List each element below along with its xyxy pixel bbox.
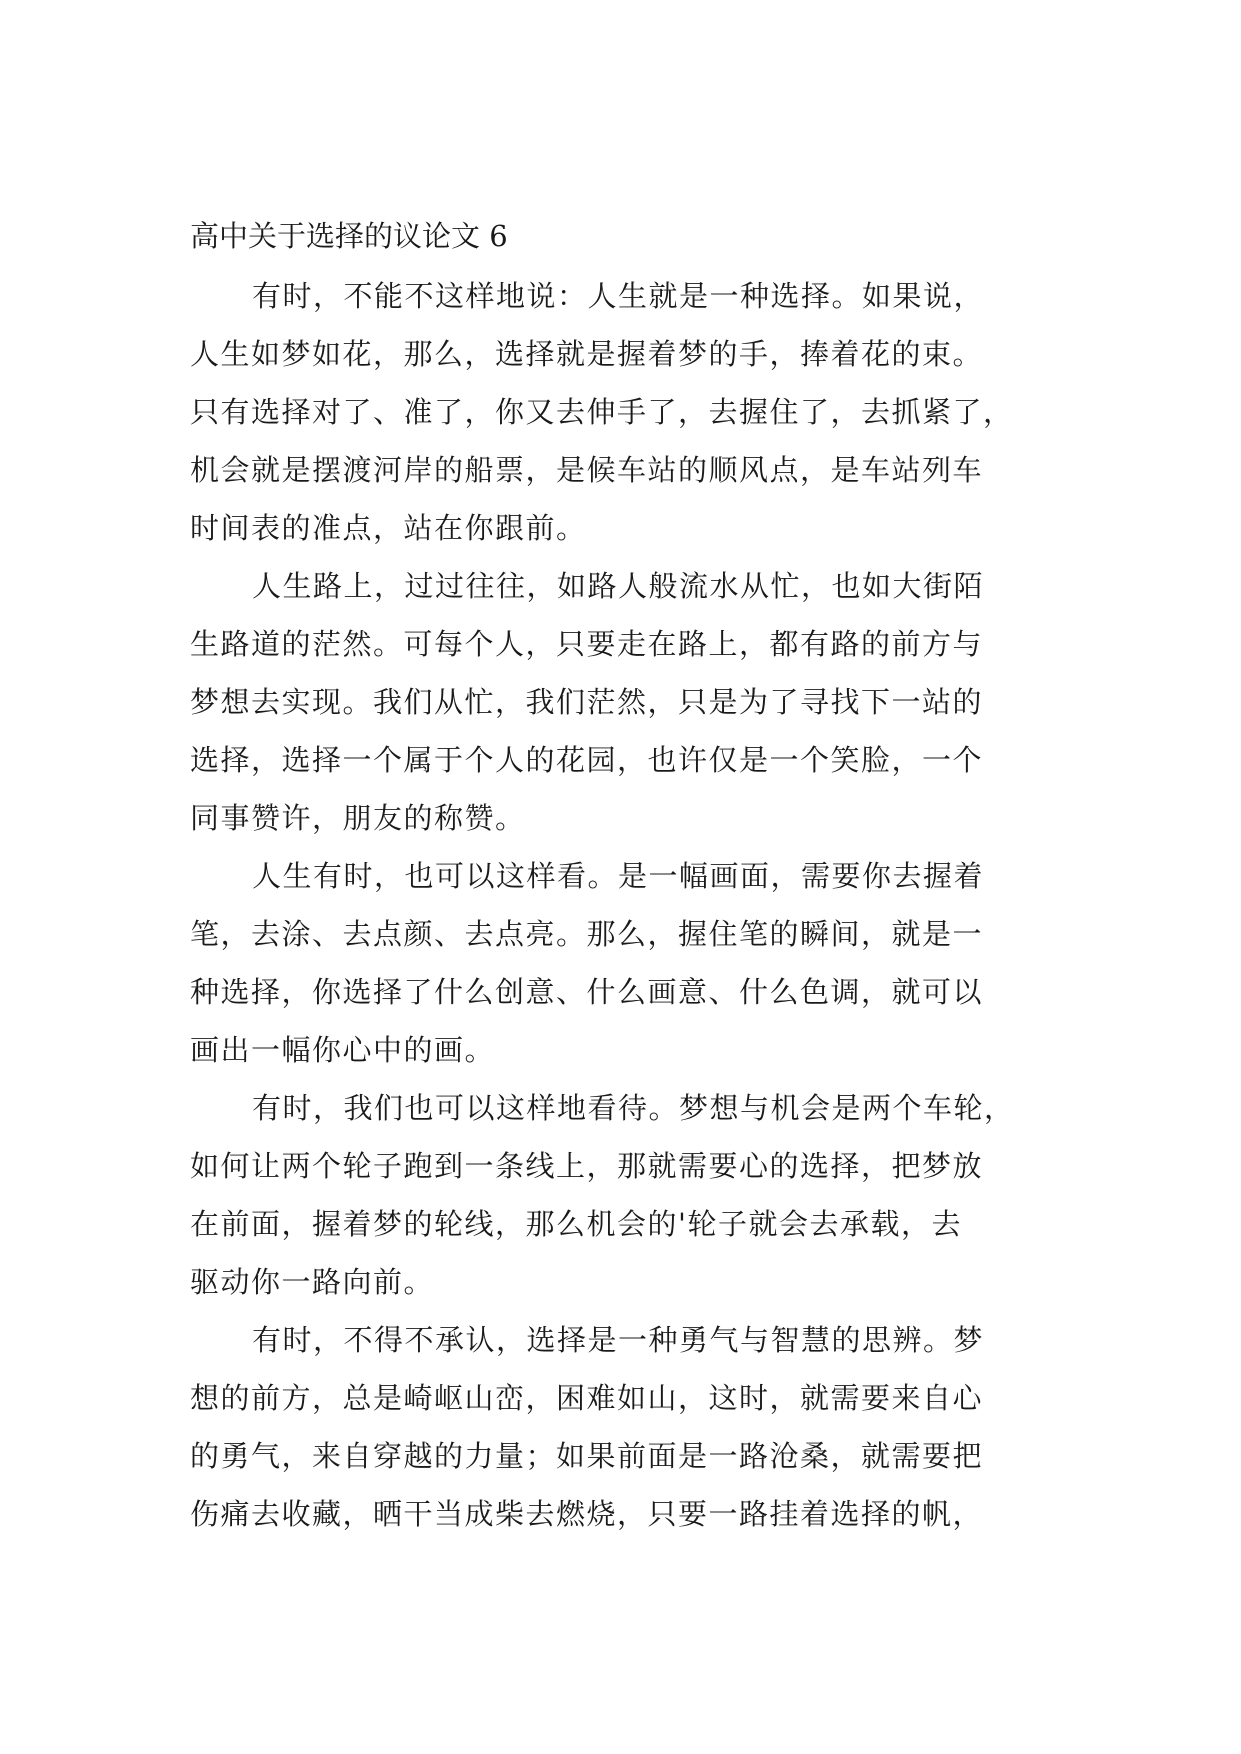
paragraph-3-line-2: 笔，去涂、去点颜、去点亮。那么，握住笔的瞬间，就是一	[190, 917, 984, 951]
paragraph-5-line-3: 的勇气，来自穿越的力量；如果前面是一路沧桑，就需要把	[190, 1439, 984, 1473]
paragraph-1-line-2: 人生如梦如花，那么，选择就是握着梦的手，捧着花的束。	[190, 337, 984, 371]
paragraph-2-line-3: 梦想去实现。我们从忙，我们茫然，只是为了寻找下一站的	[190, 685, 984, 719]
paragraph-3-line-4: 画出一幅你心中的画。	[190, 1033, 496, 1067]
paragraph-1-line-1: 有时，不能不这样地说：人生就是一种选择。如果说，	[252, 279, 985, 313]
paragraph-1-line-4: 机会就是摆渡河岸的船票，是候车站的顺风点，是车站列车	[190, 453, 984, 487]
paragraph-2-line-1: 人生路上，过过往往，如路人般流水从忙，也如大街陌	[252, 569, 985, 603]
paragraph-5-line-1: 有时，不得不承认，选择是一种勇气与智慧的思辨。梦	[252, 1323, 985, 1357]
paragraph-4-line-3: 在前面，握着梦的轮线，那么机会的'轮子就会去承载，去	[190, 1207, 962, 1241]
paragraph-4-line-1: 有时，我们也可以这样地看待。梦想与机会是两个车轮，	[252, 1091, 1015, 1125]
paragraph-3-line-1: 人生有时，也可以这样看。是一幅画面，需要你去握着	[252, 859, 985, 893]
document-title: 高中关于选择的议论文 6	[190, 219, 508, 253]
paragraph-4-line-4: 驱动你一路向前。	[190, 1265, 435, 1299]
paragraph-2-line-2: 生路道的茫然。可每个人，只要走在路上，都有路的前方与	[190, 627, 984, 661]
paragraph-1-line-3: 只有选择对了、准了，你又去伸手了，去握住了，去抓紧了，	[190, 395, 1014, 429]
paragraph-3-line-3: 种选择，你选择了什么创意、什么画意、什么色调，就可以	[190, 975, 984, 1009]
paragraph-2-line-4: 选择，选择一个属于个人的花园，也许仅是一个笑脸，一个	[190, 743, 984, 777]
paragraph-5-line-4: 伤痛去收藏，晒干当成柴去燃烧，只要一路挂着选择的帆，	[190, 1497, 984, 1531]
paragraph-5-line-2: 想的前方，总是崎岖山峦，困难如山，这时，就需要来自心	[190, 1381, 984, 1415]
paragraph-4-line-2: 如何让两个轮子跑到一条线上，那就需要心的选择，把梦放	[190, 1149, 984, 1183]
paragraph-1-line-5: 时间表的准点，站在你跟前。	[190, 511, 587, 545]
paragraph-2-line-5: 同事赞许，朋友的称赞。	[190, 801, 526, 835]
